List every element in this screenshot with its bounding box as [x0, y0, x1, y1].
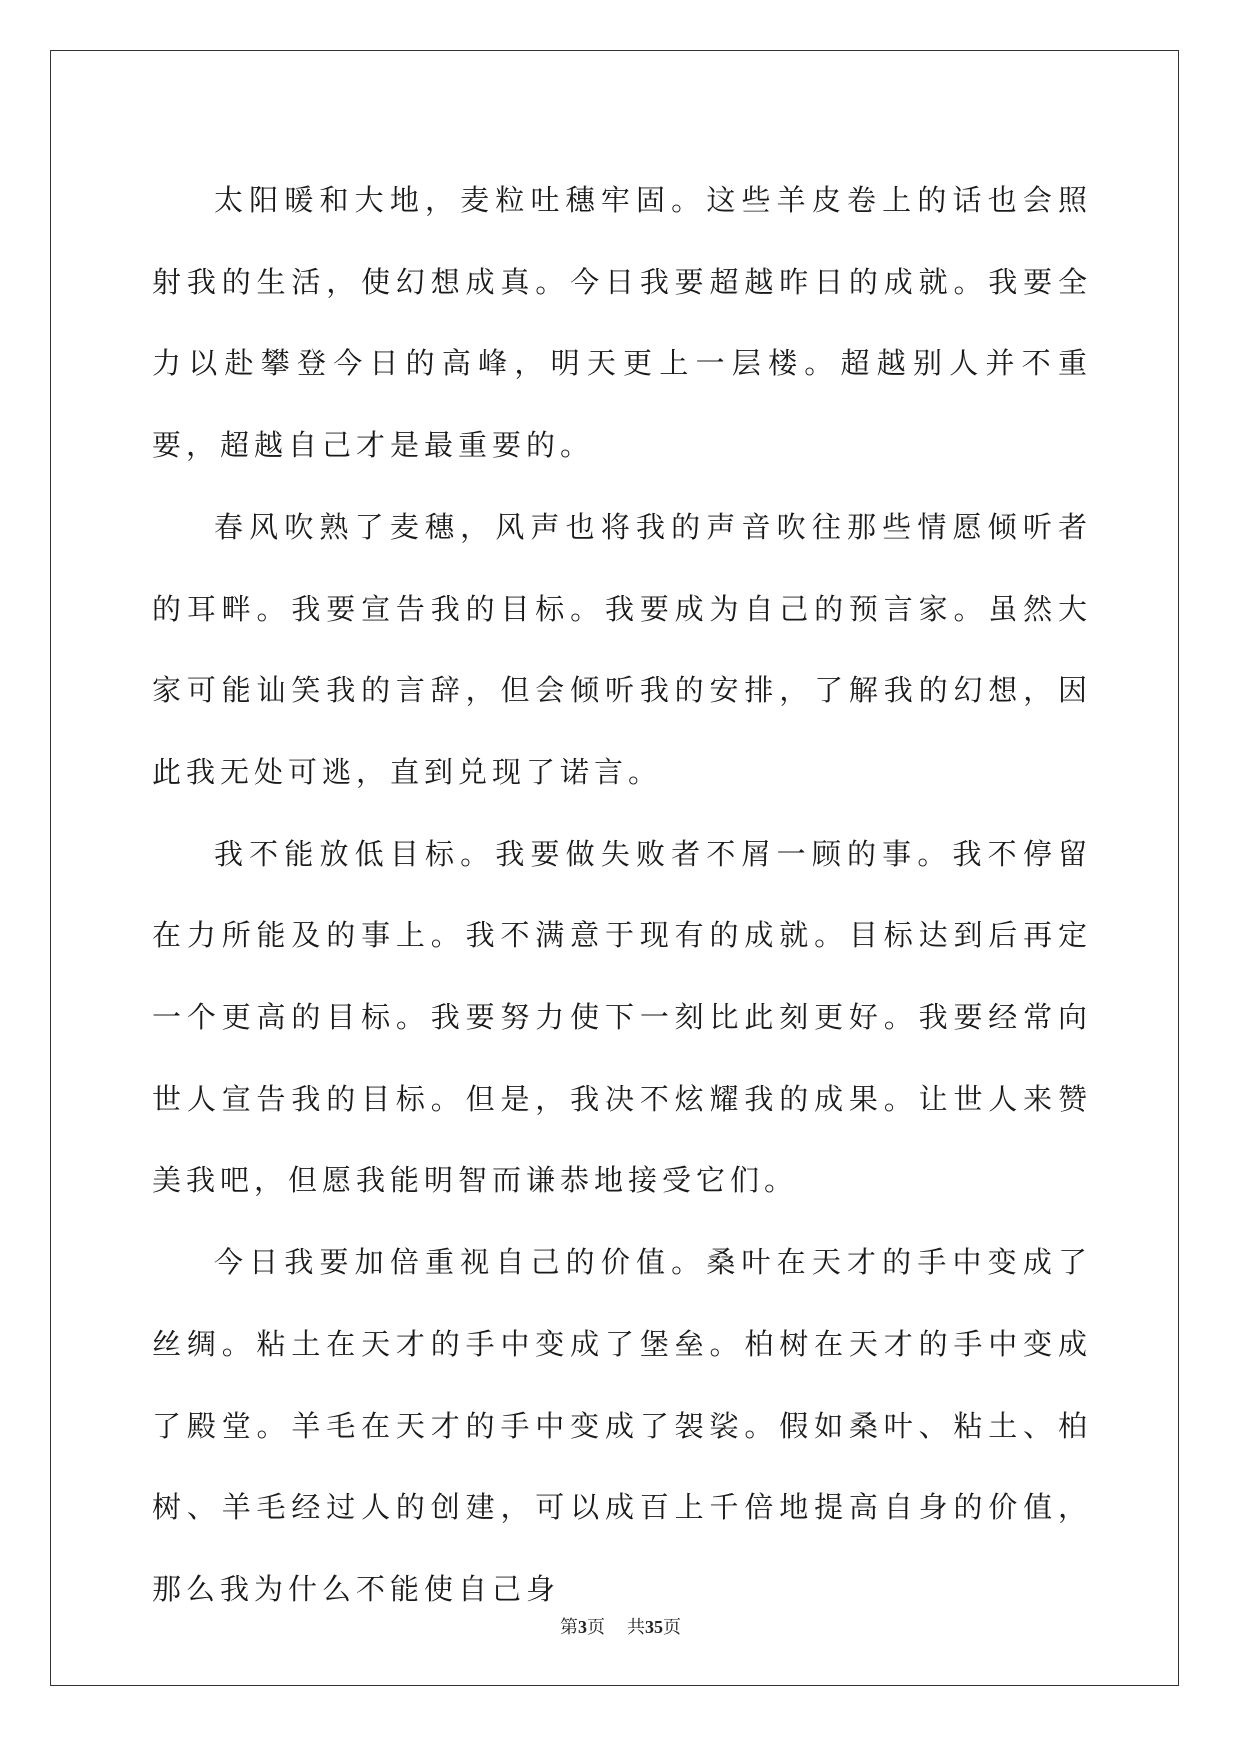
page-prefix: 第	[560, 1617, 578, 1638]
page-footer	[0, 1613, 1241, 1639]
total-suffix: 页	[663, 1617, 681, 1638]
total-prefix: 共	[627, 1617, 645, 1638]
total-pages: 35	[645, 1617, 663, 1637]
page-number: 3	[578, 1617, 587, 1637]
page-suffix: 页	[587, 1617, 605, 1638]
paragraph-2: 春风吹熟了麦穗，风声也将我的声音吹往那些情愿倾听者的耳畔。我要宣告我的目标。我要成为自己的预言家。虽然大家可能讪笑我的言辞，但会倾听我的安排，了解我的幻想，因此我无处可逃，直到兑现了诺言。	[152, 509, 1092, 789]
document-body	[152, 160, 1092, 1631]
paragraph-4: 今日我要加倍重视自己的价值。桑叶在天才的手中变成了丝绸。粘土在天才的手中变成了堡垒。柏树在天才的手中变成了殿堂。羊毛在天才的手中变成了袈裟。假如桑叶、粘土、柏树、羊毛经过人的创建，可以成百上千倍地提高自身的价值，那么我为什么不能使自己身	[152, 1245, 1092, 1606]
paragraph-1: 太阳暖和大地，麦粒吐穗牢固。这些羊皮卷上的话也会照射我的生活，使幻想成真。今日我要超越昨日的成就。我要全力以赴攀登今日的高峰，明天更上一层楼。超越别人并不重要，超越自己才是最重要的。	[152, 183, 1092, 463]
paragraph-3: 我不能放低目标。我要做失败者不屑一顾的事。我不停留在力所能及的事上。我不满意于现有的成就。目标达到后再定一个更高的目标。我要努力使下一刻比此刻更好。我要经常向世人宣告我的目标。但是，我决不炫耀我的成果。让世人来赞美我吧，但愿我能明智而谦恭地接受它们。	[152, 836, 1092, 1198]
